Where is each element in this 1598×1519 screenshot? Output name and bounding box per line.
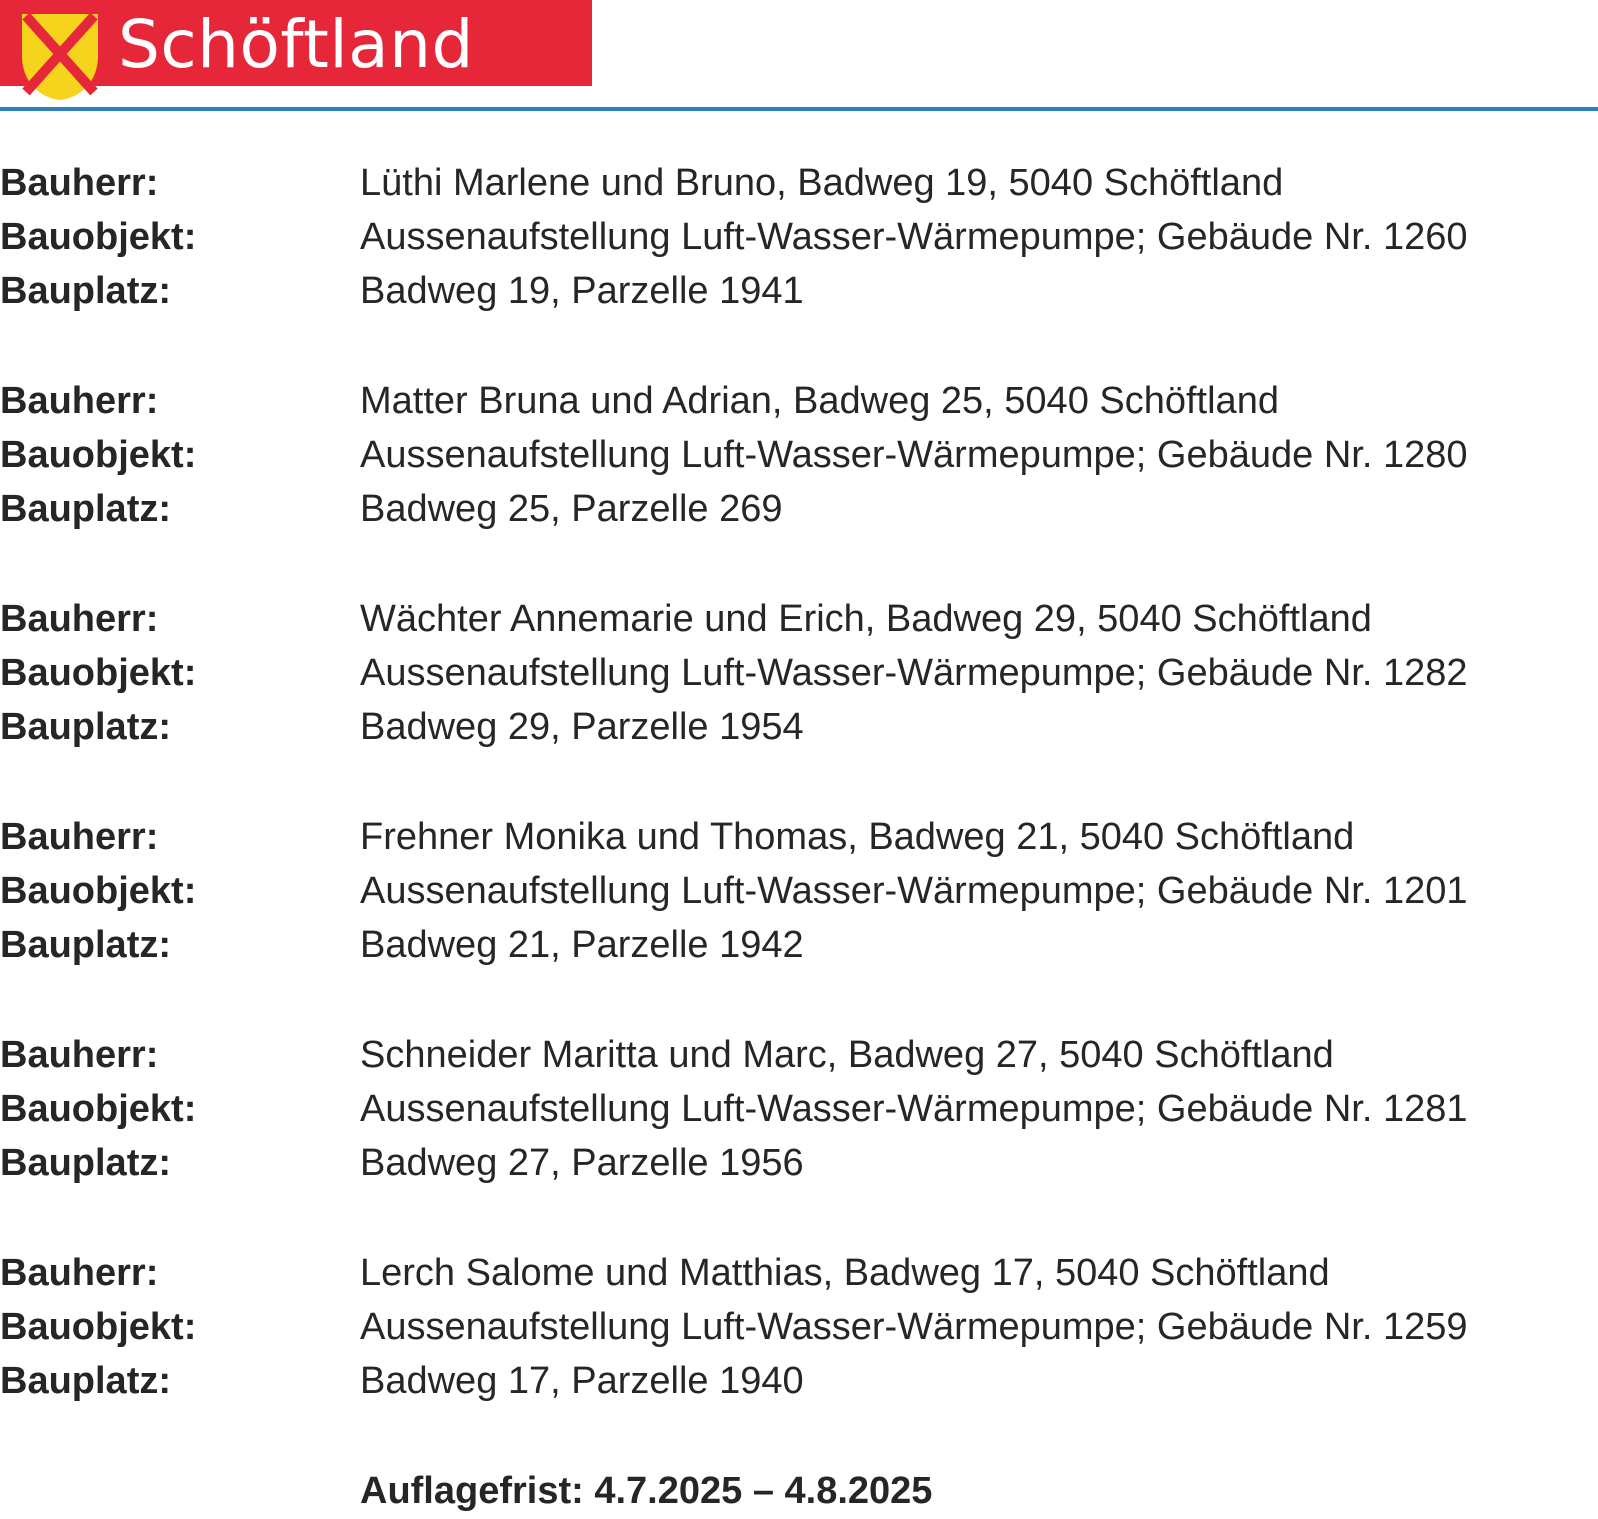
- bauplatz-value: Badweg 17, Parzelle 1940: [360, 1359, 804, 1402]
- bauherr-value: Lüthi Marlene und Bruno, Badweg 19, 5040 Schöftland: [360, 161, 1284, 204]
- bauobjekt-row: [0, 1082, 1598, 1136]
- bauobjekt-label: Bauobjekt:: [0, 1087, 197, 1130]
- bauobjekt-label: Bauobjekt:: [0, 869, 197, 912]
- bauobjekt-label: Bauobjekt:: [0, 1305, 197, 1348]
- bauobjekt-value: Aussenaufstellung Luft-Wasser-Wärmepumpe; Gebäude Nr. 1280: [360, 433, 1468, 476]
- bauplatz-value: Badweg 25, Parzelle 269: [360, 487, 783, 530]
- building-application-entry: [0, 374, 1598, 592]
- bauplatz-row: [0, 1354, 1598, 1408]
- bauobjekt-value: Aussenaufstellung Luft-Wasser-Wärmepumpe; Gebäude Nr. 1201: [360, 869, 1468, 912]
- header-banner: [0, 0, 592, 86]
- bauobjekt-label: Bauobjekt:: [0, 433, 197, 476]
- bauherr-row: [0, 374, 1598, 428]
- bauherr-row: [0, 156, 1598, 210]
- bauobjekt-row: [0, 864, 1598, 918]
- bauobjekt-row: [0, 1300, 1598, 1354]
- building-application-entry: [0, 156, 1598, 374]
- bauobjekt-row: [0, 210, 1598, 264]
- bauherr-label: Bauherr:: [0, 1033, 159, 1076]
- bauherr-value: Frehner Monika und Thomas, Badweg 21, 5040 Schöftland: [360, 815, 1355, 858]
- building-applications-list: [0, 156, 1598, 1464]
- bauplatz-label: Bauplatz:: [0, 1359, 171, 1402]
- bauobjekt-value: Aussenaufstellung Luft-Wasser-Wärmepumpe; Gebäude Nr. 1282: [360, 651, 1468, 694]
- bauplatz-label: Bauplatz:: [0, 487, 171, 530]
- bauherr-row: [0, 592, 1598, 646]
- bauherr-row: [0, 810, 1598, 864]
- bauplatz-value: Badweg 21, Parzelle 1942: [360, 923, 804, 966]
- bauherr-value: Lerch Salome und Matthias, Badweg 17, 5040 Schöftland: [360, 1251, 1330, 1294]
- bauherr-value: Schneider Maritta und Marc, Badweg 27, 5040 Schöftland: [360, 1033, 1334, 1076]
- bauobjekt-value: Aussenaufstellung Luft-Wasser-Wärmepumpe; Gebäude Nr. 1259: [360, 1305, 1468, 1348]
- brand-name: Schöftland: [118, 6, 474, 83]
- bauherr-label: Bauherr:: [0, 379, 159, 422]
- bauplatz-row: [0, 700, 1598, 754]
- bauplatz-row: [0, 918, 1598, 972]
- building-application-entry: [0, 1246, 1598, 1464]
- bauplatz-label: Bauplatz:: [0, 269, 171, 312]
- bauplatz-row: [0, 264, 1598, 318]
- objection-deadline: Auflagefrist: 4.7.2025 – 4.8.2025: [360, 1470, 933, 1512]
- bauplatz-label: Bauplatz:: [0, 923, 171, 966]
- bauplatz-row: [0, 482, 1598, 536]
- header-divider: [0, 107, 1598, 111]
- bauobjekt-value: Aussenaufstellung Luft-Wasser-Wärmepumpe; Gebäude Nr. 1281: [360, 1087, 1468, 1130]
- bauobjekt-label: Bauobjekt:: [0, 651, 197, 694]
- bauherr-value: Matter Bruna und Adrian, Badweg 25, 5040 Schöftland: [360, 379, 1279, 422]
- bauherr-row: [0, 1246, 1598, 1300]
- building-application-entry: [0, 1028, 1598, 1246]
- bauplatz-value: Badweg 19, Parzelle 1941: [360, 269, 804, 312]
- bauherr-row: [0, 1028, 1598, 1082]
- building-application-entry: [0, 592, 1598, 810]
- bauherr-label: Bauherr:: [0, 161, 159, 204]
- bauobjekt-label: Bauobjekt:: [0, 215, 197, 258]
- coat-of-arms-icon: [20, 12, 100, 102]
- building-application-entry: [0, 810, 1598, 1028]
- bauherr-label: Bauherr:: [0, 815, 159, 858]
- bauobjekt-row: [0, 646, 1598, 700]
- bauherr-label: Bauherr:: [0, 597, 159, 640]
- bauplatz-row: [0, 1136, 1598, 1190]
- bauherr-label: Bauherr:: [0, 1251, 159, 1294]
- bauplatz-label: Bauplatz:: [0, 1141, 171, 1184]
- bauplatz-value: Badweg 27, Parzelle 1956: [360, 1141, 804, 1184]
- bauherr-value: Wächter Annemarie und Erich, Badweg 29, 5040 Schöftland: [360, 597, 1372, 640]
- bauplatz-value: Badweg 29, Parzelle 1954: [360, 705, 804, 748]
- bauobjekt-row: [0, 428, 1598, 482]
- bauplatz-label: Bauplatz:: [0, 705, 171, 748]
- bauobjekt-value: Aussenaufstellung Luft-Wasser-Wärmepumpe; Gebäude Nr. 1260: [360, 215, 1468, 258]
